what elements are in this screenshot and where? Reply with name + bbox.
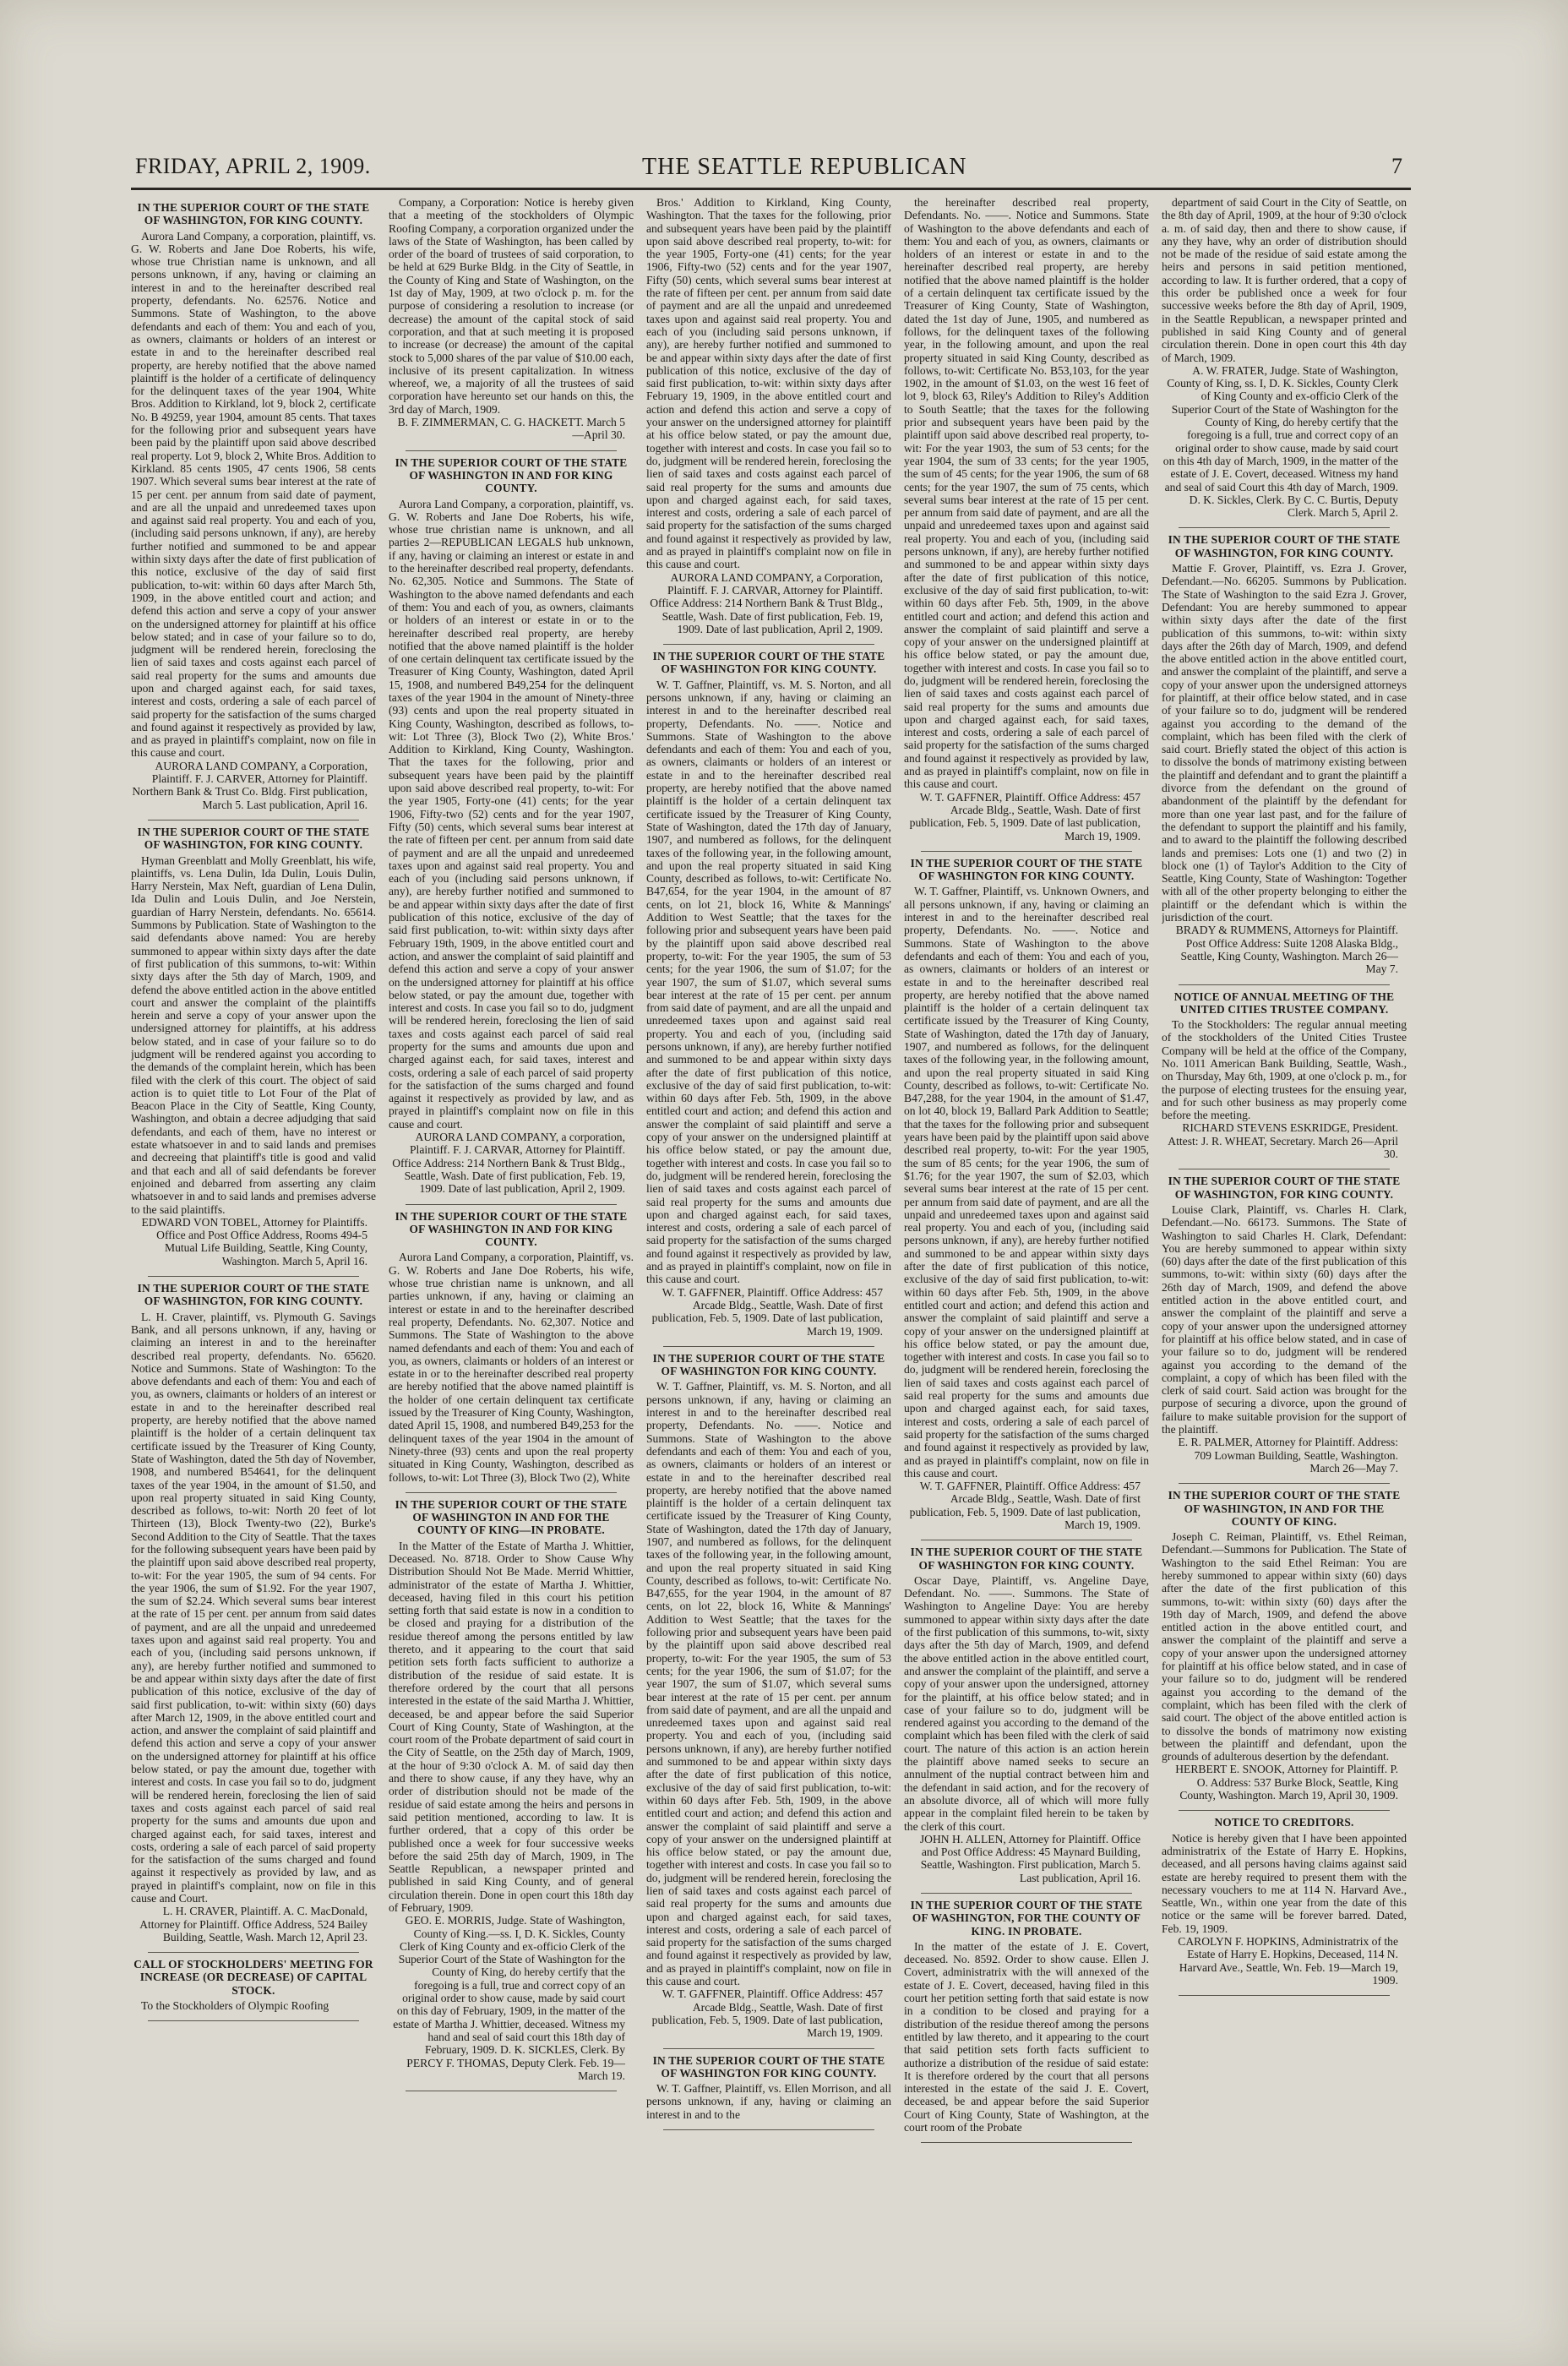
legal-notice <box>904 1899 1149 2134</box>
notice-divider <box>406 1492 617 1493</box>
notice-divider <box>921 2142 1132 2143</box>
notice-signature: JOHN H. ALLEN, Attorney for Plaintiff. Office and Post Office Address: 45 Maynard Building, Seattle, Washington. First publication, March 5. Last publication, April 16. <box>919 1832 1141 1884</box>
notice-body: W. T. Gaffner, Plaintiff, vs. Ellen Morrison, and all persons unknown, if any, having or claiming an interest in and to the <box>646 2082 891 2121</box>
legal-notice <box>1162 1175 1407 1475</box>
notice-divider <box>663 1346 874 1347</box>
notice-signature: L. H. CRAVER, Plaintiff. A. C. MacDonald, Attorney for Plaintiff. Office Address, 524 Bailey Building, Seattle, Wash. March 12, April 23. <box>139 1905 368 1944</box>
notice-heading: NOTICE TO CREDITORS. <box>1214 1816 1354 1829</box>
notice-body: Mattie F. Grover, Plaintiff, vs. Ezra J. Grover, Defendant.—No. 66205. Summons by Publication. The State of Washington to the said Ezra J. Grover, Defendant: You are hereby summoned to appear within sixty days after the date of the first publication of this summons, to-wit: within sixty days after the 26th day of March, 1909, and defend the above entitled action in the above entitled court, and answer the complaint of the plaintiff, and serve a copy of your answer upon the undersigned attorneys for plaintiff, at their office below stated, and in case of your failure so to do, judgment will be rendered against you according to the demand of the complaint, which has been filed with the clerk of said court. Briefly stated the object of this action is to dissolve the bonds of matrimony existing between the plaintiff and defendant and to grant the plaintiff a divorce from the defendant on the ground of abandonment of the plaintiff by the defendant for more than one year last past, and for the failure of the defendant to support the plaintiff and his family, and to award to the plaintiff the following described lands and premises: Lots one (1) and two (2) in block one (1) of Taylor's Addition to the City of Seattle, King County, State of Washington: Together with all of the other property belonging to either the plaintiff or the defendant which is within the jurisdiction of the court. <box>1162 562 1407 924</box>
notice-body: W. T. Gaffner, Plaintiff, vs. M. S. Norton, and all persons unknown, if any, having or claiming an interest in and to the hereinafter described real property, Defendants. No. ——. Notice and Summons. State of Washington to the above defendants and each of them: You and each of you, as owners, claimants or holders of an interest or estate in and to the hereinafter described real property, are hereby notified that the above named plaintiff is the holder of a certain delinquent tax certificate issued by the Treasurer of King County, State of Washington, dated the 17th day of January, 1907, and numbered as follows, for the delinquent taxes of the following year, in the following amount, and upon the real property situated in said King County, described as follows, to-wit: Certificate No. B47,654, for the year 1904, in the amount of 87 cents, on lot 21, block 16, White & Mannings' Addition to West Seattle; that the taxes for the following prior and subsequent years have been paid by the plaintiff upon said above described real property, to-wit: For the year 1905, the sum of 53 cents; for the year 1906, the sum of $1.07; for the year 1907, the sum of $1.07, which several sums bear interest at the rate of 15 per cent. per annum from said date of payment, and are all the unpaid and unredeemed taxes upon and against said real property. You and each of you, (including said persons unknown, if any), are hereby further notified and summoned to be and appear within sixty days after the date of first publication of this notice, exclusive of the day of said first publication, to-wit: within 60 days after Feb. 5th, 1909, in the above entitled court and action; and defend this action and answer the complaint of said plaintiff and serve a copy of your answer on the undersigned plaintiff at his office below stated, or pay the amount due, together with interest and costs. In case you fail so to do, judgment will be rendered herein, foreclosing the lien of said taxes and costs against each parcel of said real property for the sums and amounts due upon and charged against each, for said taxes, interest and costs, ordering a sale of each parcel of said property for the satisfaction of the sums charged and found against it respectively as provided by law, and as prayed in plaintiff's complaint, now on file in this cause and court. <box>646 678 891 1286</box>
notice-divider <box>148 1276 359 1277</box>
notice-heading: IN THE SUPERIOR COURT OF THE STATE OF WASHINGTON, IN AND FOR THE COUNTY OF KING. <box>1168 1489 1401 1528</box>
notice-body: In the Matter of the Estate of Martha J. Whittier, Deceased. No. 8718. Order to Show Cause Why Distribution Should Not Be Made. Merrid Whittier, administrator of the estate of Martha J. Whittier, deceased, having filed in this court his petition setting forth that said estate is now in a condition to be closed and praying for a distribution of the residue thereof among the persons entitled by law thereto, and it appearing to the court that said petition sets forth facts sufficient to authorize a distribution of the residue of said estate. It is therefore ordered by the court that all persons interested in the estate of the said Martha J. Whittier, deceased, be and appear before the said Superior Court of King County, State of Washington, at the court room of the Probate department of said court in the City of Seattle, on the 25th day of March, 1909, at the hour of 9:30 o'clock A. M. of said day then and there to show cause, if any they have, why an order of distribution should not be made of the residue of said estate among the heirs and persons in said petition mentioned, according to law. It is further ordered, that a copy of this order be published once a week for four successive weeks before the said 25th day of March, 1909, in The Seattle Republican, a newspaper printed and published in said King County, and of general circulation therein. Done in open court this 18th day of February, 1909. <box>389 1539 634 1914</box>
notice-divider <box>1179 527 1390 528</box>
legal-notice <box>646 1352 891 2040</box>
notice-heading: IN THE SUPERIOR COURT OF THE STATE OF WASHINGTON FOR KING COUNTY. <box>910 856 1143 883</box>
notice-signature: AURORA LAND COMPANY, a Corporation, Plaintiff. F. J. CARVAR, Attorney for Plaintiff. Office Address: 214 Northern Bank & Trust Bldg., Seattle, Wash. Date of first publication, Feb. 19, 1909. Date of last publication, April 2, 1909. <box>650 570 883 635</box>
notice-divider <box>663 2048 874 2049</box>
legal-notice <box>904 857 1149 1531</box>
notice-heading: IN THE SUPERIOR COURT OF THE STATE OF WASHINGTON, FOR KING COUNTY. <box>137 201 370 227</box>
notice-signature: W. T. GAFFNER, Plaintiff. Office Address: 457 Arcade Bldg., Seattle, Wash. Date of first publication, Feb. 5, 1909. Date of last publication, March 19, 1909. <box>651 1285 883 1338</box>
column-5 <box>1162 196 1407 2283</box>
legal-notice <box>1162 1489 1407 1802</box>
column-2 <box>389 196 634 2283</box>
notice-body: Hyman Greenblatt and Molly Greenblatt, his wife, plaintiffs, vs. Lena Dulin, Ida Dulin, Louis Dulin, Harry Nerstein, Max Neft, guardian of Lena Dulin, Ida Dulin and Louis Dulin, and Joe Nerstein, guardian of Harry Nerstein, defendants. No. 65614. Summons by Publication. State of Washington to the said defendants above named: You are hereby summoned to appear within sixty days after the date of first publication of this summons, to-wit: Within sixty days after the 5th day of March, 1909, and defend the above entitled action in the above entitled court and answer the complaint of the plaintiffs herein and serve a copy of your answer upon the undersigned attorney for plaintiffs, at his address below stated, and in case of your failure so to do judgment will be rendered against you according to the demands of the complaint herein, which has been filed with the clerk of this court. The object of said action is to quiet title to Lot Four of the Plat of Beacon Place in the City of Seattle, King County, Washington, and obtain a decree adjudging that said defendants, and each of them, have no interest or estate whatsoever in and to said lands and premises and decreeing that plaintiff's title is good and valid and that each and all of said defendants be forever enjoined and debarred from asserting any claim whatsoever in and to said lands and premises adverse to the said plaintiffs. <box>131 853 376 1216</box>
notice-signature: AURORA LAND COMPANY, a Corporation, Plaintiff. F. J. CARVER, Attorney for Plaintiff. Northern Bank & Trust Co. Bldg. First publication, March 5. Last publication, April 16. <box>132 759 368 811</box>
notice-body: To the Stockholders of Olympic Roofing <box>141 1999 329 2013</box>
notice-divider <box>663 2129 874 2130</box>
notice-body: Joseph C. Reiman, Plaintiff, vs. Ethel Reiman, Defendant.—Summons for Publication. The State of Washington to the said Ethel Reiman: You are hereby summoned to appear within sixty (60) days after the date of the first publication of this summons, to-wit: within sixty (60) days after the 19th day of March, 1909, and defend the above entitled action in the above entitled court, and answer the complaint of the plaintiff and serve a copy of your answer upon the undersigned attorney for plaintiff at his office below stated, and in case of your failure so to do, judgment will be rendered against you according to the demand of the complaint, which has been filed with the clerk of said court. The object of the above entitled action is to dissolve the bonds of matrimony now existing between the plaintiff and defendant, upon the grounds of adulterous desertion by the defendant. <box>1162 1530 1407 1764</box>
notice-body: Aurora Land Company, a corporation, plaintiff, vs. G. W. Roberts and Jane Doe Roberts, his wife, whose true Christian name is unknown, and all persons unknown, if any, having or claiming an interest in and to the hereinafter described real property, defendants. No. 62576. Notice and Summons. State of Washington, to the above defendants and each of them: You and each of you, as owners, claimants or holders of an interest or estate in and to the hereinafter described real property, are hereby notified that the above named plaintiff is the holder of a certificate of delinquency for the delinquent taxes of the year 1904, White Bros. Addition to Kirkland, lot 9, block 2, certificate No. B 49259, year 1904, amount 85 cents. That taxes for the following prior and subsequent years have been paid by the plaintiff upon said above described real property. Lot 9, block 2, White Bros. Addition to Kirkland. 85 cents 1905, 47 cents 1906, 58 cents 1907. Which several sums bear interest at the rate of 15 per cent. per annum from said date of payment, and are all the unpaid and unredeemed taxes upon and against said real property. You and each of you, (including said persons unknown, if any), are hereby further notified and summoned to be and appear within sixty days after the date of first publication of this notice, exclusive of the day of said first publication, to-wit: within 60 days after March 5th, 1909, in the above entitled court and action; and defend this action and serve a copy of your answer on the undersigned attorney for plaintiff at his office below stated; and in case of your failure so to do, judgment will be rendered herein, foreclosing the lien of said taxes and costs against each parcel of said real property for the sums and amounts due upon and charged against each, for said taxes, interest and costs, ordering a sale of each parcel of said property for the satisfaction of the sums charged and found against it respectively as provided by law, and as prayed in plaintiff's complaint, now on file in this cause and court. <box>131 229 376 760</box>
page-number: 7 <box>1391 154 1402 178</box>
legal-notice <box>646 2054 891 2121</box>
legal-notice <box>646 196 891 635</box>
notice-divider <box>1179 984 1390 985</box>
column-3 <box>646 196 891 2283</box>
notice-heading: IN THE SUPERIOR COURT OF THE STATE OF WASHINGTON, FOR THE COUNTY OF KING. IN PROBATE. <box>910 1899 1143 1938</box>
notice-heading: NOTICE OF ANNUAL MEETING OF THE UNITED CITIES TRUSTEE COMPANY. <box>1173 989 1395 1016</box>
notice-divider <box>148 2020 359 2021</box>
notice-body: L. H. Craver, plaintiff, vs. Plymouth G. Savings Bank, and all persons unknown, if any, having or claiming an interest in and to the hereinafter described real property, defendants. No. 65620. Notice and Summons. State of Washington: To the above defendants and each of them: You and each of you, as owners, claimants or holders of an interest or estate in and to the hereinafter described real property, are hereby notified that the above named plaintiff is the holder of a certain delinquent tax certificate issued by the Treasurer of King County, State of Washington, dated the 5th day of November, 1908, and numbered B54641, for the delinquent taxes of the year 1904, in the amount of $1.50, and upon real property situated in said King County, described as follows, to-wit: North 20 feet of lot Thirteen (13), Block Twenty-two (22), Burke's Second Addition to the City of Seattle. That the taxes for the following subsequent years have been paid by the plaintiff upon said above described real property, to-wit: For the year 1905, the sum of 94 cents. For the year 1906, the sum of $1.92. For the year 1907, the sum of $2.24. Which several sums bear interest at the rate of 15 per cent. per annum from said dates of payment, and are all the unpaid and unredeemed taxes upon and against said real property. You and each of you, (including said persons unknown, if any), are hereby further notified and summoned to be and appear within sixty days after the date of first publication of this notice, exclusive of the day of said first publication, to-wit: within sixty (60) days after March 12, 1909, in the above entitled court and action, and answer the complaint of said plaintiff and defend this action and serve a copy of your answer on the undersigned attorney for plaintiff at his office below stated, or pay the amount due, together with interest and costs. In case you fail so to do, judgment will be rendered herein, foreclosing the lien of said taxes and costs against each parcel of said real property for the sums and amounts due upon and charged against each, for said taxes, interest and costs, ordering a sale of each parcel of said property for the satisfaction of the sums charged and found against it respectively as provided by law, and as prayed in plaintiff's complaint, now on file in this cause and Court. <box>131 1310 376 1905</box>
notice-divider <box>148 1952 359 1953</box>
notice-divider <box>1179 1483 1390 1484</box>
notice-body: Company, a Corporation: Notice is hereby given that a meeting of the stockholders of Olympic Roofing Company, a corporation organized under the laws of the State of Washington, has been called by order of the board of trustees of said corporation, to be held at 629 Burke Bldg. in the City of Seattle, in the County of King and State of Washington, on the 1st day of May, 1909, at two o'clock p. m. for the purpose of considering a resolution to increase (or decrease) the amount of the capital stock of said corporation, and that at such meeting it is proposed to increase (or decrease) the amount of the capital stock to 5,000 shares of the par value of $10.00 each, inclusive of its present capitalization. In witness whereof, we, a majority of all the trustees of said corporation have hereunto set our hands on this, the 3rd day of March, 1909. <box>389 196 634 416</box>
legal-notice <box>389 1498 634 2082</box>
notice-body: In the matter of the estate of J. E. Covert, deceased. No. 8592. Order to show cause. Ellen J. Covert, administratrix with the will annexed of the estate of J. E. Covert, deceased, having filed in this court her petition setting forth that said estate is now in a condition to be closed and praying for a distribution of the residue thereof among the persons entitled by law thereto, and it appearing to the court that said petition sets forth facts sufficient to authorize a distribution of the residue of said estate: It is therefore ordered by the court that all persons interested in the estate of the said J. E. Covert, deceased, be and appear before the said Superior Court of King County, State of Washington, at the court room of the Probate <box>904 1939 1149 2134</box>
notice-divider <box>1179 1810 1390 1811</box>
legal-notice <box>1162 196 1407 519</box>
legal-notice <box>389 456 634 1196</box>
legal-notice <box>131 826 376 1268</box>
issue-date: FRIDAY, APRIL 2, 1909. <box>135 154 371 178</box>
legal-notice <box>1162 990 1407 1161</box>
notice-signature: E. R. PALMER, Attorney for Plaintiff. Address: 709 Lowman Building, Seattle, Washington. March 26—May 7. <box>1178 1436 1398 1475</box>
notice-signature: HERBERT E. SNOOK, Attorney for Plaintiff. P. O. Address: 537 Burke Block, Seattle, King County, Washington. March 19, April 30, 1909. <box>1175 1763 1398 1802</box>
notice-heading: IN THE SUPERIOR COURT OF THE STATE OF WASHINGTON IN AND FOR THE COUNTY OF KING—IN PROBATE. <box>395 1497 628 1537</box>
notice-divider <box>921 851 1132 852</box>
notice-divider <box>406 1204 617 1205</box>
masthead <box>135 154 1402 184</box>
notice-body: Bros.' Addition to Kirkland, King County, Washington. That the taxes for the following, prior and subsequent years have been paid by the plaintiff upon said above described real property, to-wit: for the year 1905, Forty-one (41) cents; for the year 1906, Fifty-two (52) cents and for the year 1907, Fifty (50) cents, which several sums bear interest at the rate of fifteen per cent. per annum from said date of payment and are all the unpaid and unredeemed taxes upon and against said real property. You and each of you (including said persons unknown, if any), are hereby further notified and summoned to be and appear within sixty days after the date of first publication of this notice, exclusive of the day of said first publication, to-wit: within sixty days after February 19, 1909, in the above entitled court and action and defend this action and serve a copy of your answer on the undersigned attorney for plaintiff at his office below stated, or pay the amount due, together with interest and costs. In case you fail so to do, judgment will be rendered herein, foreclosing the lien of said taxes and costs against each parcel of said real property for the sums and amounts due upon and charged against each, for said taxes, interest and costs, ordering a sale of each parcel of said property for the satisfaction of the sums charged and found against it respectively as provided by law, and as prayed in plaintiff's complaint now on file in this cause and court. <box>646 196 891 571</box>
notice-signature: A. W. FRATER, Judge. State of Washington, County of King, ss. I, D. K. Sickles, County Clerk of King County and ex-officio Clerk of the Superior Court of the State of Washington for the County of King, do hereby certify that the foregoing is a full, true and correct copy of an original order to show cause, made by said court on this 4th day of March, 1909, in the matter of the estate of J. E. Covert, deceased. Witness my hand and seal of said Court this 4th day of March, 1909. D. K. Sickles, Clerk. By C. C. Burtis, Deputy Clerk. March 5, April 2. <box>1162 363 1398 520</box>
notice-signature: W. T. GAFFNER, Plaintiff. Office Address: 457 Arcade Bldg., Seattle, Wash. Date of first publication, Feb. 5, 1909. Date of last publication, March 19, 1909. <box>909 790 1141 842</box>
notice-signature: W. T. GAFFNER, Plaintiff. Office Address: 457 Arcade Bldg., Seattle, Wash. Date of first publication, Feb. 5, 1909. Date of last publication, March 19, 1909. <box>651 1987 883 2040</box>
header-rule <box>131 188 1411 190</box>
notice-heading: IN THE SUPERIOR COURT OF THE STATE OF WASHINGTON IN AND FOR KING COUNTY. <box>395 1209 628 1249</box>
notice-signature: AURORA LAND COMPANY, a corporation, Plaintiff. F. J. CARVAR, Attorney for Plaintiff. Office Address: 214 Northern Bank & Trust Bldg., Seattle, Wash. Date of first publication, Feb. 19, 1909. Date of last publication, April 2, 1909. <box>392 1131 625 1196</box>
notice-heading: IN THE SUPERIOR COURT OF THE STATE OF WASHINGTON, FOR KING COUNTY. <box>1168 1175 1401 1201</box>
notice-divider <box>921 1893 1132 1894</box>
legal-notice <box>1162 1816 1407 1987</box>
notice-heading: IN THE SUPERIOR COURT OF THE STATE OF WASHINGTON, FOR KING COUNTY. <box>1168 533 1401 559</box>
notice-heading: CALL OF STOCKHOLDERS' MEETING FOR INCREASE (OR DECREASE) OF CAPITAL STOCK. <box>133 1958 373 1997</box>
notice-heading: IN THE SUPERIOR COURT OF THE STATE OF WASHINGTON, FOR KING COUNTY. <box>137 1282 370 1308</box>
notice-body: the hereinafter described real property, Defendants. No. ——. Notice and Summons. State of Washington to the above defendants and each of them: You and each of you, as owners, claimants or holders of an interest or estate in and to the hereinafter described real property, are hereby notified that the above named plaintiff is the holder of a certain delinquent tax certificate issued by the Treasurer of King County, State of Washington, dated the 1st day of June, 1905, and numbered as follows, for the delinquent taxes of the following year, in the following amount, and upon the real property situated in said King County, described as follows, to-wit: Certificate No. B53,103, for the year 1902, in the amount of $1.03, on the west 16 feet of lot 9, block 63, Riley's Addition to Riley's Addition to South Seattle; that the taxes for the following prior and subsequent years have been paid by the plaintiff upon said above described real property, to-wit: For the year 1903, the sum of 53 cents; for the year 1904, the sum of 33 cents; for the year 1905, the sum of 45 cents; for the year 1906, the sum of 68 cents; for the year 1907, the sum of 75 cents, which several sums bear interest at the rate of 15 per cent. per annum from said date of payment, and are all the unpaid and unredeemed taxes upon and against said real property. You and each of you, (including said persons unknown, if any), are hereby further notified and summoned to be and appear within sixty days after the date of first publication of this notice, exclusive of the day of said first publication, to-wit: within 60 days after Feb. 5th, 1909, in the above entitled court and action; and defend this action and answer the complaint of said plaintiff and serve a copy of your answer on the undersigned plaintiff at his office below stated, or pay the amount due, together with interest and costs. In case you fail so to do, judgment will be rendered herein, foreclosing the lien of said taxes and costs against each parcel of said real property for the sums and amounts due upon and charged against each, for said taxes, interest and costs, ordering a sale of each parcel of said property for the satisfaction of the sums charged and found against it respectively as provided by law, and as prayed in plaintiff's complaint, now on file in this cause and court. <box>904 196 1149 791</box>
notice-heading: IN THE SUPERIOR COURT OF THE STATE OF WASHINGTON FOR KING COUNTY. <box>652 2053 885 2080</box>
notice-body: Aurora Land Company, a corporation, plaintiff, vs. G. W. Roberts and Jane Doe Roberts, his wife, whose true christian name is unknown, and all parties 2—REPUBLICAN LEGALS hub unknown, if any, having or claiming an interest or estate in and to the hereinafter described real property, defendants. No. 62,305. Notice and Summons. The State of Washington to the above named defendants and each of them: You and each of you, as owners, claimants or holders of an interest or estate in or to the hereinafter described real property, are hereby notified that the above named plaintiff is the holder of one certain delinquent tax certificate issued by the Treasurer of King County, Washington, dated April 15, 1908, and numbered B49,254 for the delinquent taxes of the year 1904 in the amount of Ninety-three (93) cents and upon the real property situated in King County, Washington, described as follows, to-wit: Lot Three (3), Block Two (2), White Bros.' Addition to Kirkland, King County, Washington. That the taxes for the following, prior and subsequent years have been paid by the plaintiff upon said above described real property, to-wit: For the year 1905, Forty-one (41) cents; for the year 1906, Fifty-two (52) cents and for the year 1907, Fifty (50) cents, which several sums bear interest at the rate of fifteen per cent. per annum from said date of payment and are all the unpaid and unredeemed taxes upon and against said real property. You and each of you (including said persons unknown, if any), are hereby further notified and summoned to be and appear within sixty days after the date of first publication of this notice, exclusive of the day of said first publication, to-wit: within sixty days after February 19th, 1909, in the above entitled court and action, and answer the complaint of said plaintiff and defend this action and serve a copy of your answer on the undersigned attorney for plaintiff at his office below stated, or pay the amount due, together with interest and costs. In case you fail so to do, judgment will be rendered herein, foreclosing the lien of said taxes and costs against each parcel of said real property for the sums and amounts due upon and charged against each, for said taxes, interest and costs, ordering a sale of each parcel of said property for the satisfaction of the sums charged and found against it respectively as provided by law, and as prayed in plaintiff's complaint now on file in this cause and court. <box>389 497 634 1131</box>
notice-signature: BRADY & RUMMENS, Attorneys for Plaintiff. Post Office Address: Suite 1208 Alaska Bldg., Seattle, King County, Washington. March 26—May 7. <box>1175 924 1398 976</box>
notice-heading: IN THE SUPERIOR COURT OF THE STATE OF WASHINGTON FOR KING COUNTY. <box>652 650 885 676</box>
notice-heading: IN THE SUPERIOR COURT OF THE STATE OF WASHINGTON, FOR KING COUNTY. <box>137 825 370 852</box>
legal-notice <box>389 1210 634 1484</box>
notice-body: Notice is hereby given that I have been appointed administratrix of the Estate of Harry E. Hopkins, deceased, and all persons having claims against said estate are hereby required to present them with the necessary vouchers to me at 114 N. Harvard Ave., Seattle, Wn., within one year from the date of this notice or the same will be forever barred. Dated, Feb. 19, 1909. <box>1162 1831 1407 1935</box>
notice-body: Oscar Daye, Plaintiff, vs. Angeline Daye, Defendant. No. ——. Summons. The State of Washington to Angeline Daye: You are hereby summoned to appear within sixty days after the date of the first publication of this summons, to-wit, sixty days after the 5th day of March, 1909, and defend the above entitled action in the above entitled court, and answer the complaint of the plaintiff, and serve a copy of your answer upon the undersigned, attorney for the plaintiff, at his office below stated; and in case of your failure so to do, judgment will be rendered against you according to the demand of the complaint which has been filed with the clerk of said court. The nature of this action is an action herein the plaintiff above named seeks to secure an annulment of the nuptial contract between him and the defendant in said action, and for the recovery of an absolute divorce, all of which will more fully appear in the complaint filed herein to be taken by the clerk of this court. <box>904 1573 1149 1833</box>
notice-body: W. T. Gaffner, Plaintiff, vs. Unknown Owners, and all persons unknown, if any, having or claiming an interest in and to the hereinafter described real property, Defendants. No. ——. Notice and Summons. State of Washington to the above defendants and each of them: You and each of you, as owners, claimants or holders of an interest or estate in and to the hereinafter described real property, are hereby notified that the above named plaintiff is the holder of a certain delinquent tax certificate issued by the Treasurer of King County, State of Washington, dated the 17th day of January, 1907, and numbered as follows, for the delinquent taxes of the following year, in the following amount, and upon the real property situated in said King County, described as follows, to-wit: Certificate No. B47,288, for the year 1904, in the amount of $1.47, on lot 40, block 19, Ballard Park Addition to Seattle; that the taxes for the following prior and subsequent years have been paid by the plaintiff upon said above described real property, to-wit: For the year 1905, the sum of 85 cents; for the year 1906, the sum of $1.76; for the year 1907, the sum of $2.03, which several sums bear interest at the rate of 15 per cent. per annum from said date of payment, and are all the unpaid and unredeemed taxes upon and against said real property. You and each of you, (including said persons unknown, if any), are hereby further notified and summoned to be and appear within sixty days after the date of first publication of this notice, exclusive of the day of said first publication, to-wit: within 60 days after Feb. 5th, 1909, in the above entitled court and action; and defend this action and answer the complaint of said plaintiff and serve a copy of your answer on the undersigned plaintiff at his office below stated, or pay the amount due, together with interest and costs. In case you fail so to do, judgment will be rendered herein, foreclosing the lien of said taxes and costs against each parcel of said real property for the sums and amounts due upon and charged against each, for said taxes, interest and costs, ordering a sale of each parcel of said property for the satisfaction of the sums charged and found against it respectively as provided by law, and as prayed in plaintiff's complaint, now on file in this cause and court. <box>904 885 1149 1480</box>
legal-notice <box>389 196 634 442</box>
notice-body: To the Stockholders: The regular annual meeting of the stockholders of the United Cities Trustee Company will be held at the office of the Company, No. 1011 American Bank Building, Seattle, Wash., on Thursday, May 6th, 1909, at one o'clock p. m., for the purpose of electing trustees for the ensuing year, and for such other business as may properly come before the meeting. <box>1162 1018 1407 1122</box>
notice-signature: CAROLYN F. HOPKINS, Administratrix of the Estate of Harry E. Hopkins, Deceased, 114 N. Harvard Ave., Seattle, Wn. Feb. 19—March 19, 1909. <box>1178 1935 1398 1987</box>
notice-divider <box>663 644 874 645</box>
legal-notice <box>131 201 376 811</box>
legal-notice <box>131 1282 376 1944</box>
legal-notice <box>904 196 1149 842</box>
notice-body: department of said Court in the City of Seattle, on the 8th day of April, 1909, at the hour of 9:30 o'clock a. m. of said day, then and there to show cause, if any they have, why an order of distribution should not be made of the residue of said estate among the heirs and persons in said petition mentioned, according to law. It is further ordered, that a copy of this order be published once a week for four successive weeks before the 8th day of April, 1909, in the Seattle Republican, a newspaper printed and published in said King County and of general circulation therein. Done in open court this 4th day of March, 1909. <box>1162 196 1407 364</box>
legal-notice <box>646 650 891 1338</box>
notice-signature: EDWARD VON TOBEL, Attorney for Plaintiffs. Office and Post Office Address, Rooms 494-5 Mutual Life Building, Seattle, King County, Washington. March 5, April 16. <box>141 1215 368 1268</box>
legal-notices <box>131 196 1415 2283</box>
legal-notice <box>1162 533 1407 975</box>
notice-signature: W. T. GAFFNER, Plaintiff. Office Address: 457 Arcade Bldg., Seattle, Wash. Date of first publication, Feb. 5, 1909. Date of last publication, March 19, 1909. <box>909 1480 1141 1531</box>
notice-divider <box>406 450 617 451</box>
notice-body: Aurora Land Company, a corporation, Plaintiff, vs. G. W. Roberts and Jane Doe Roberts, his wife, whose true christian name is unknown, and all parties unknown, if any, having or claiming an interest or estate in and to the hereinafter described real property, Defendants. No. 62,307. Notice and Summons. The State of Washington to the above named defendants and each of them: You and each of you, as owners, claimants or holders of an interest or estate in or to the hereinafter described real property are hereby notified that the above named plaintiff is the holder of one certain delinquent tax certificate issued by the Treasurer of King County, Washington, dated April 15, 1908, and numbered B49,253 for the delinquent taxes of the year 1904 in the amount of Ninety-three (93) cents and upon the real property situated in King County, Washington, described as follows, to-wit: Lot Three (3), Block Two (2), White <box>389 1251 634 1484</box>
notice-signature: GEO. E. MORRIS, Judge. State of Washington, County of King.—ss. I, D. K. Sickles, County Clerk of King County and ex-officio Clerk of the Superior Court of the State of Washington for the County of King, do hereby certify that the foregoing is a full, true and correct copy of an original order to show cause, made by said court on this day of February, 1909, in the matter of the estate of Martha J. Whittier, deceased. Witness my hand and seal of said court this 18th day of February, 1909. D. K. SICKLES, Clerk. By PERCY F. THOMAS, Deputy Clerk. Feb. 19—March 19. <box>393 1914 625 2082</box>
column-4 <box>904 196 1149 2283</box>
newspaper-title: THE SEATTLE REPUBLICAN <box>642 154 967 180</box>
notice-divider <box>1179 1995 1390 1996</box>
legal-notice <box>131 1958 376 2012</box>
notice-heading: IN THE SUPERIOR COURT OF THE STATE OF WASHINGTON FOR KING COUNTY. <box>910 1546 1143 1572</box>
notice-signature: B. F. ZIMMERMAN, C. G. HACKETT. March 5—April 30. <box>397 416 625 442</box>
notice-body: W. T. Gaffner, Plaintiff, vs. M. S. Norton, and all persons unknown, if any, having or claiming an interest in and to the hereinafter described real property, Defendants. No. ——. Notice and Summons. State of Washington to the above defendants and each of them: You and each of you, as owners, claimants or holders of an interest or estate in and to the hereinafter described real property, are hereby notified that the above named plaintiff is the holder of a certain delinquent tax certificate issued by the Treasurer of King County, State of Washington, dated the 17th day of January, 1907, and numbered as follows, for the delinquent taxes of the following year, in the following amount, and upon the real property situated in said King County, described as follows, to-wit: Certificate No. B47,655, for the year 1904, in the amount of 87 cents, on lot 22, block 16, White & Mannings' Addition to West Seattle; that the taxes for the following prior and subsequent years have been paid by the plaintiff upon said above described real property, to-wit: For the year 1905, the sum of 53 cents; for the year 1906, the sum of $1.07; for the year 1907, the sum of $1.07, which several sums bear interest at the rate of 15 per cent. per annum from said date of payment, and are all the unpaid and unredeemed taxes upon and against said real property. You and each of you, (including said persons unknown, if any), are hereby further notified and summoned to be and appear within sixty days after the date of first publication of this notice, exclusive of the day of said first publication, to-wit: within 60 days after Feb. 5th, 1909, in the above entitled court and action; and defend this action and answer the complaint of said plaintiff and serve a copy of your answer on the undersigned plaintiff at his office below stated, or pay the amount due, together with interest and costs. In case you fail so to do, judgment will be rendered herein, foreclosing the lien of said taxes and costs against each parcel of said real property for the sums and amounts due upon and charged against each, for said taxes, interest and costs, ordering a sale of each parcel of said property for the satisfaction of the sums charged and found against it respectively as provided by law, and as prayed in plaintiff's complaint, now on file in this cause and court. <box>646 1380 891 1988</box>
legal-notice <box>904 1546 1149 1884</box>
notice-body: Louise Clark, Plaintiff, vs. Charles H. Clark, Defendant.—No. 66173. Summons. The State of Washington to said Charles H. Clark, Defendant: You are hereby summoned to appear within sixty (60) days after the date of the first publication of this summons, to-wit: within sixty (60) days after the 26th day of March, 1909, and defend the above entitled action in the above entitled court, and answer the complaint of the plaintiff and serve a copy of your answer upon the undersigned attorney for plaintiff at his office below stated, and in case of your failure so to do, judgment will be rendered against you according to the demand of the complaint, a copy of which has been filed with the clerk of said court. Said action was brought for the purpose of securing a divorce, upon the ground of failure to make suitable provision for the support of the plaintiff. <box>1162 1202 1407 1436</box>
column-1 <box>131 196 376 2283</box>
notice-heading: IN THE SUPERIOR COURT OF THE STATE OF WASHINGTON IN AND FOR KING COUNTY. <box>395 455 628 495</box>
notice-heading: IN THE SUPERIOR COURT OF THE STATE OF WASHINGTON FOR KING COUNTY. <box>652 1351 885 1378</box>
notice-signature: RICHARD STEVENS ESKRIDGE, President. Attest: J. R. WHEAT, Secretary. March 26—April 30. <box>1168 1121 1398 1161</box>
